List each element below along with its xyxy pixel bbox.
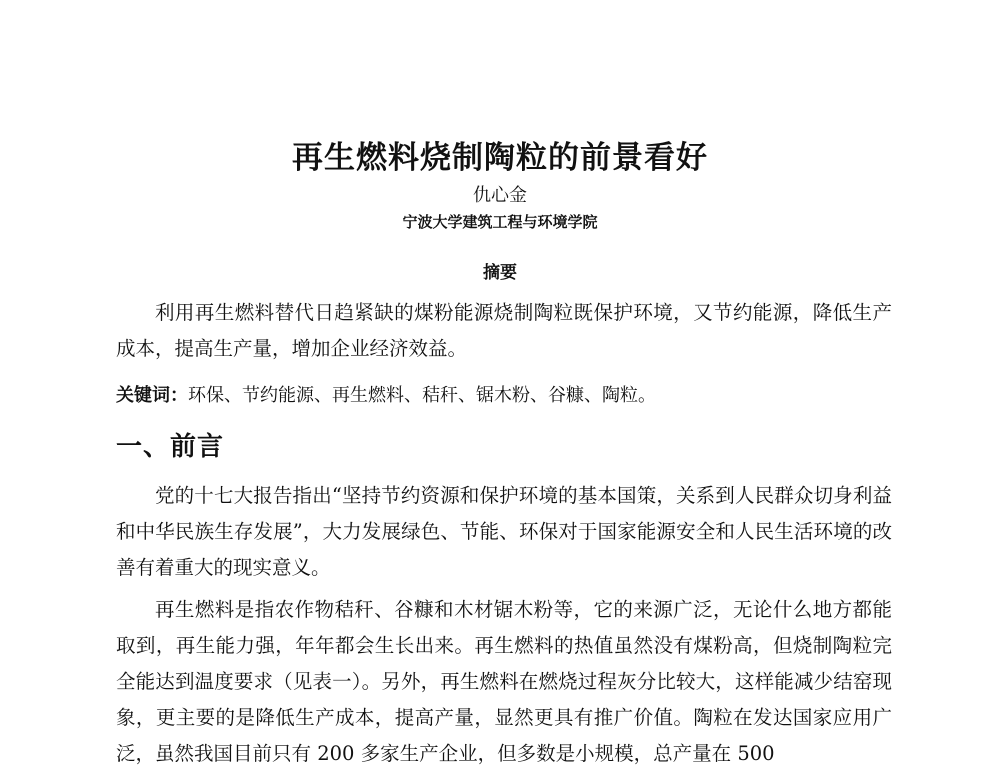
- body-paragraph: 再生燃料是指农作物秸秆、谷糠和木材锯木粉等，它的来源广泛，无论什么地方都能取到，再生能力强，年年都会生长出来。再生燃料的热值虽然没有煤粉高，但烧制陶粒完全能达到温度要求（见表一）。另外，再生燃料在燃烧过程灰分比较大，这样能减少结窑现象，更主要的是降低生产成本，提高产量，显然更具有推广价值。陶粒在发达国家应用广泛，虽然我国目前只有 200 多家生产企业，但多数是小规模，总产量在 500: [116, 598, 892, 765]
- abstract-text: 利用再生燃料替代日趋紧缺的煤粉能源烧制陶粒既保护环境，又节约能源，降低生产成本，提高生产量，增加企业经济效益。: [116, 301, 892, 360]
- author-affiliation: 宁波大学建筑工程与环境学院: [402, 213, 598, 231]
- section-heading-introduction: 一、前言: [116, 432, 225, 462]
- keywords-text: 环保、节约能源、再生燃料、秸秆、锯木粉、谷糠、陶粒。: [188, 385, 656, 406]
- keywords-label: 关键词：: [116, 385, 188, 406]
- abstract-heading: 摘要: [483, 263, 517, 283]
- keywords-line: [116, 381, 892, 411]
- paper-title: 再生燃料烧制陶粒的前景看好: [292, 140, 708, 176]
- author-name: 仇心金: [473, 185, 527, 206]
- body-paragraph: 党的十七大报告指出“坚持节约资源和保护环境的基本国策，关系到人民群众切身利益和中华民族生存发展”，大力发展绿色、节能、环保对于国家能源安全和人民生活环境的改善有着重大的现实意义。: [116, 484, 892, 579]
